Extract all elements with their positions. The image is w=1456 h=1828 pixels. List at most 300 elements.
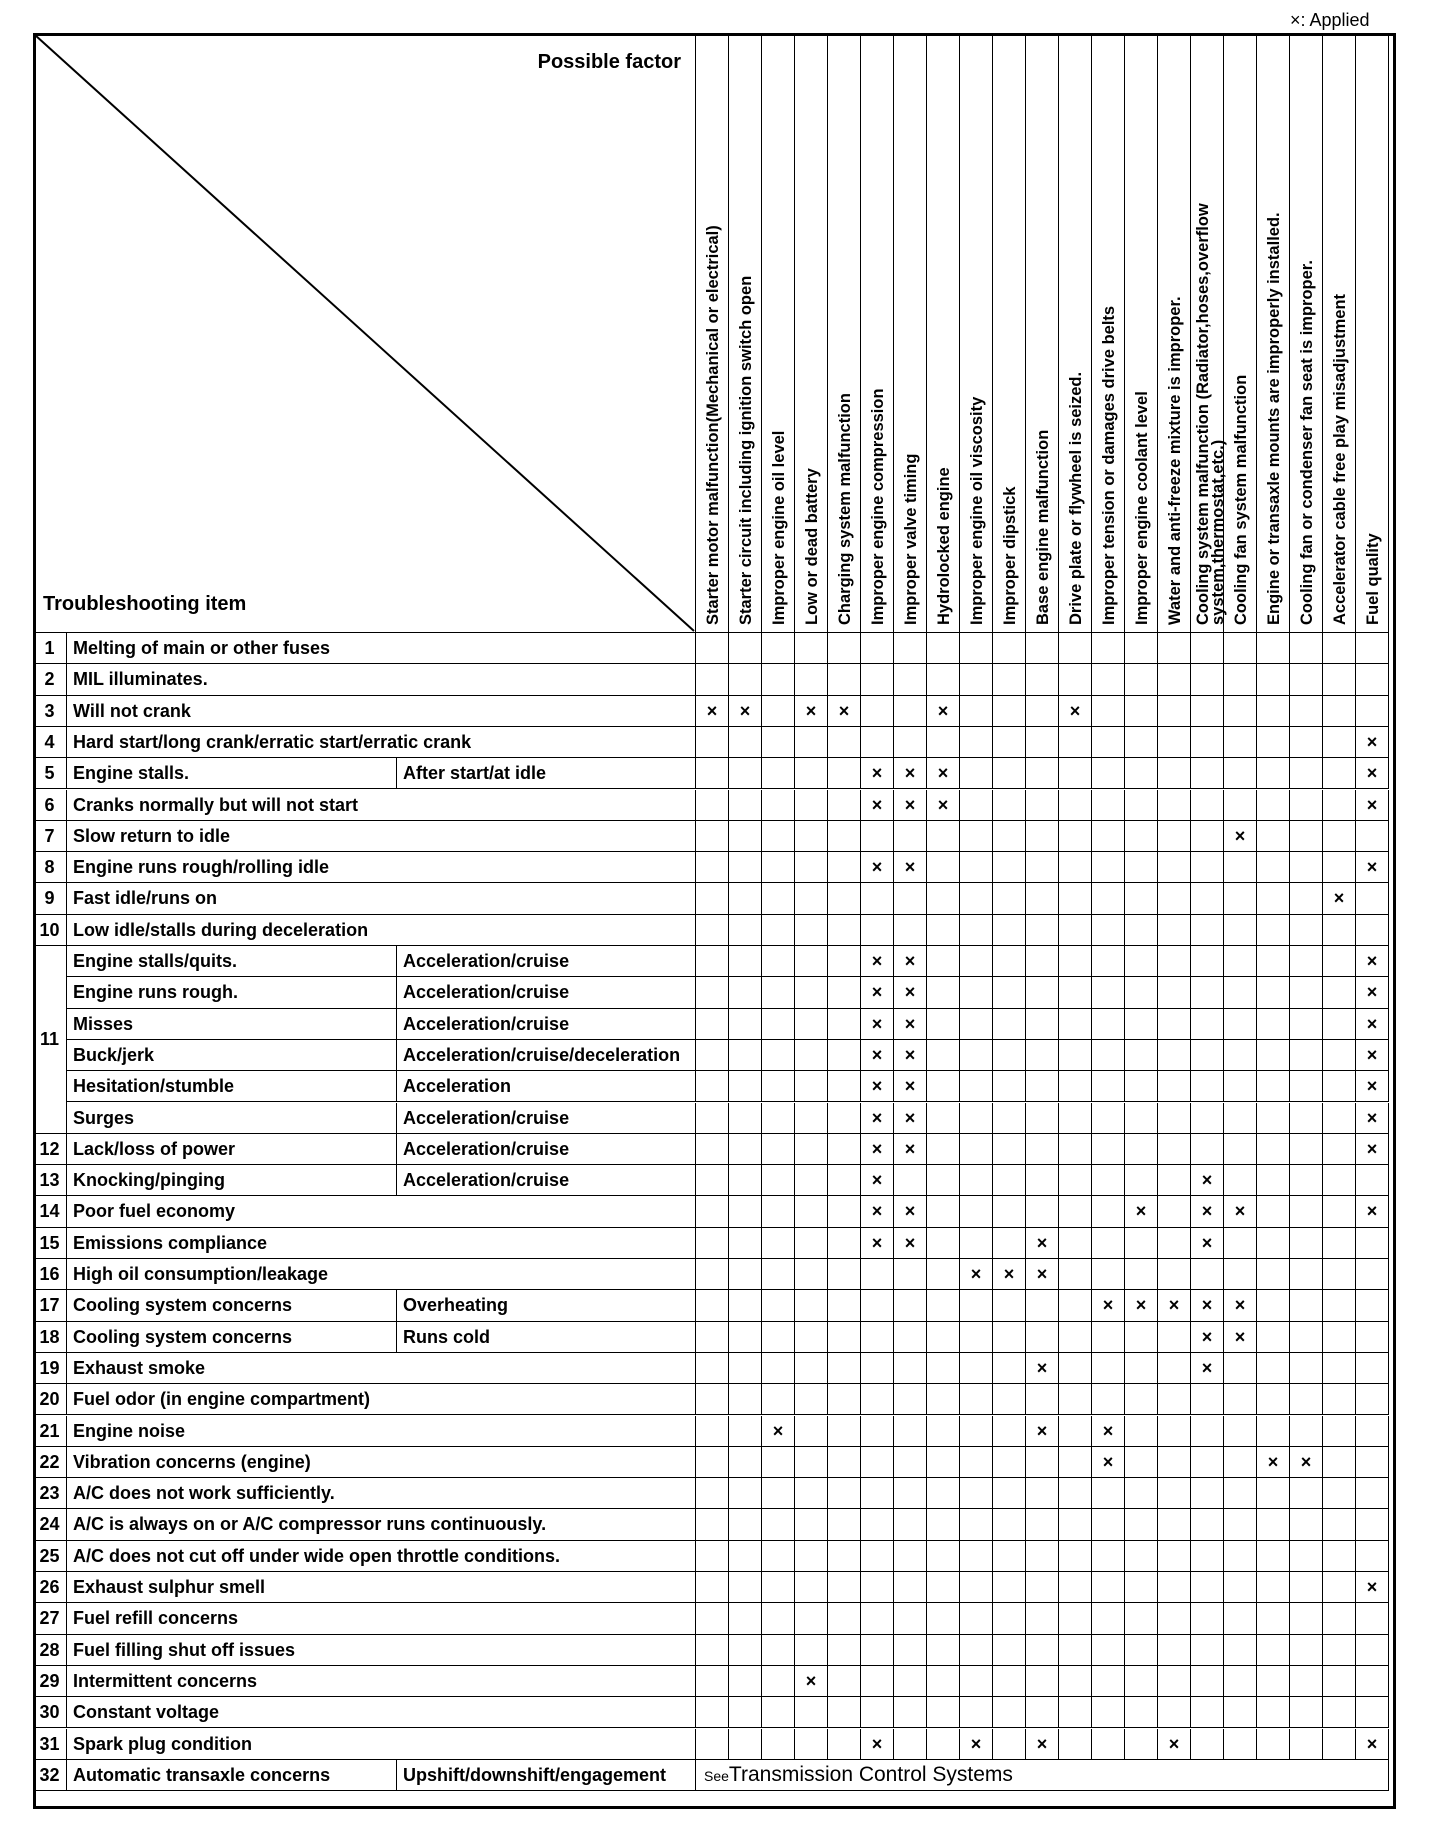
factor-cell [1158, 758, 1191, 789]
factor-cell [1191, 1259, 1224, 1290]
factor-header-1 [696, 33, 729, 633]
factor-cell [828, 1603, 861, 1634]
factor-cell [1257, 1572, 1290, 1603]
factor-cell [1158, 1196, 1191, 1227]
factor-cell [1125, 758, 1158, 789]
row-item: Engine noise [67, 1416, 696, 1447]
factor-cell [729, 1729, 762, 1760]
factor-cell [927, 1322, 960, 1353]
factor-cell [993, 1416, 1026, 1447]
factor-cell [1125, 977, 1158, 1008]
factor-cell [1059, 883, 1092, 914]
see-target: Transmission Control Systems [728, 1762, 1013, 1786]
factor-cell [1224, 852, 1257, 883]
factor-cell [729, 790, 762, 821]
factor-cell [1125, 1353, 1158, 1384]
factor-label: Cooling fan system malfunction [1232, 374, 1250, 625]
factor-cell [1257, 1259, 1290, 1290]
factor-cell [861, 1416, 894, 1447]
factor-cell [894, 1384, 927, 1415]
factor-cell [1092, 1103, 1125, 1134]
factor-cell [993, 1635, 1026, 1666]
factor-cell [960, 1228, 993, 1259]
row-number: 23 [33, 1478, 67, 1509]
factor-cell [1356, 915, 1389, 946]
factor-label: Cooling system malfunction (Radiator,hoses,overflow [1194, 203, 1212, 625]
factor-cell [795, 1478, 828, 1509]
factor-cell [1356, 821, 1389, 852]
factor-cell [1257, 821, 1290, 852]
factor-cell [960, 1322, 993, 1353]
factor-label: Improper engine coolant level [1133, 391, 1151, 625]
row-number: 15 [33, 1228, 67, 1259]
factor-cell [762, 1228, 795, 1259]
applied-mark: × [1356, 852, 1389, 883]
factor-cell [960, 1509, 993, 1540]
factor-cell [1191, 1635, 1224, 1666]
header-diagonal-cell [33, 33, 696, 633]
applied-mark: × [894, 790, 927, 821]
factor-cell [960, 1290, 993, 1321]
factor-cell [828, 664, 861, 695]
factor-cell [1059, 946, 1092, 977]
factor-cell [1257, 1009, 1290, 1040]
factor-cell [960, 977, 993, 1008]
factor-cell [960, 1697, 993, 1728]
factor-cell [1026, 1040, 1059, 1071]
factor-cell [696, 883, 729, 914]
factor-cell [1125, 1697, 1158, 1728]
factor-cell [828, 1259, 861, 1290]
factor-cell [894, 633, 927, 664]
factor-cell [1092, 1165, 1125, 1196]
factor-cell [1191, 1666, 1224, 1697]
factor-cell [960, 1572, 993, 1603]
factor-cell [696, 633, 729, 664]
row-number: 17 [33, 1290, 67, 1321]
factor-cell [795, 946, 828, 977]
factor-cell [1257, 1478, 1290, 1509]
factor-cell [1059, 1635, 1092, 1666]
factor-cell [1158, 1416, 1191, 1447]
factor-cell [1257, 1416, 1290, 1447]
factor-cell [1191, 883, 1224, 914]
factor-cell [1356, 1603, 1389, 1634]
factor-cell [927, 1572, 960, 1603]
factor-cell [1125, 946, 1158, 977]
row-condition: After start/at idle [397, 758, 696, 789]
factor-cell [1158, 1009, 1191, 1040]
factor-cell [861, 1353, 894, 1384]
factor-cell [1224, 1666, 1257, 1697]
factor-cell [762, 821, 795, 852]
applied-mark: × [861, 1009, 894, 1040]
factor-cell [729, 1259, 762, 1290]
factor-cell [762, 1384, 795, 1415]
factor-cell [1191, 852, 1224, 883]
applied-mark: × [861, 1040, 894, 1071]
factor-cell [828, 1228, 861, 1259]
row-item: Poor fuel economy [67, 1196, 696, 1227]
factor-cell [1224, 633, 1257, 664]
factor-cell [960, 1134, 993, 1165]
factor-cell [1290, 727, 1323, 758]
factor-cell [1290, 1259, 1323, 1290]
factor-cell [927, 1729, 960, 1760]
factor-cell [1158, 790, 1191, 821]
factor-cell [1092, 633, 1125, 664]
factor-cell [1092, 1635, 1125, 1666]
factor-cell [861, 1478, 894, 1509]
factor-cell [1092, 758, 1125, 789]
factor-cell [1026, 1103, 1059, 1134]
factor-cell [1125, 1134, 1158, 1165]
factor-header-20 [1323, 33, 1356, 633]
factor-cell [1092, 1040, 1125, 1071]
factor-cell [1059, 852, 1092, 883]
factor-cell [1257, 1353, 1290, 1384]
factor-cell [960, 883, 993, 914]
factor-cell [1026, 915, 1059, 946]
factor-header-3 [762, 33, 795, 633]
factor-cell [1290, 1134, 1323, 1165]
row-condition: Overheating [397, 1290, 696, 1321]
factor-cell [696, 1134, 729, 1165]
factor-label: Fuel quality [1364, 533, 1382, 625]
factor-cell [729, 1541, 762, 1572]
factor-cell [927, 1447, 960, 1478]
row-number: 4 [33, 727, 67, 758]
applied-mark: × [1026, 1353, 1059, 1384]
applied-mark: × [795, 696, 828, 727]
factor-cell [861, 1384, 894, 1415]
factor-cell [1290, 1666, 1323, 1697]
factor-cell [762, 758, 795, 789]
factor-cell [762, 946, 795, 977]
applied-mark: × [960, 1729, 993, 1760]
factor-cell [1059, 915, 1092, 946]
factor-cell [894, 1603, 927, 1634]
factor-cell [729, 1040, 762, 1071]
row-number: 10 [33, 915, 67, 946]
factor-cell [1059, 1509, 1092, 1540]
factor-cell [1290, 633, 1323, 664]
factor-cell [1191, 1447, 1224, 1478]
factor-cell [1125, 1009, 1158, 1040]
factor-cell [1356, 1259, 1389, 1290]
factor-cell [1290, 1509, 1323, 1540]
row-number: 19 [33, 1353, 67, 1384]
factor-cell [1356, 1478, 1389, 1509]
factor-cell [927, 664, 960, 695]
factor-cell [729, 1290, 762, 1321]
factor-cell [1323, 1134, 1356, 1165]
factor-cell [828, 1478, 861, 1509]
factor-cell [861, 1322, 894, 1353]
factor-cell [696, 1228, 729, 1259]
factor-cell [1125, 883, 1158, 914]
row-number: 25 [33, 1541, 67, 1572]
row-item: Fast idle/runs on [67, 883, 696, 914]
factor-cell [894, 727, 927, 758]
factor-cell [828, 977, 861, 1008]
applied-mark: × [1026, 1228, 1059, 1259]
factor-header-4 [795, 33, 828, 633]
factor-cell [1290, 915, 1323, 946]
factor-cell [828, 1353, 861, 1384]
factor-cell [1092, 1603, 1125, 1634]
factor-cell [1158, 633, 1191, 664]
factor-cell [1125, 1165, 1158, 1196]
factor-cell [1092, 727, 1125, 758]
factor-cell [1158, 852, 1191, 883]
factor-cell [927, 1040, 960, 1071]
applied-mark: × [894, 758, 927, 789]
factor-cell [1323, 1729, 1356, 1760]
factor-cell [828, 1103, 861, 1134]
factor-cell [1290, 1322, 1323, 1353]
factor-cell [1224, 1009, 1257, 1040]
factor-cell [762, 883, 795, 914]
factor-cell [993, 1447, 1026, 1478]
factor-cell [960, 1541, 993, 1572]
factor-cell [795, 883, 828, 914]
applied-mark: × [1224, 1290, 1257, 1321]
factor-cell [795, 1040, 828, 1071]
factor-cell [960, 790, 993, 821]
factor-cell [696, 915, 729, 946]
applied-mark: × [1356, 1040, 1389, 1071]
applied-mark: × [861, 1165, 894, 1196]
applied-mark: × [861, 946, 894, 977]
factor-cell [1125, 1541, 1158, 1572]
factor-cell [729, 915, 762, 946]
factor-cell [696, 1384, 729, 1415]
factor-cell [993, 1541, 1026, 1572]
factor-cell [1257, 1603, 1290, 1634]
factor-cell [1323, 1541, 1356, 1572]
factor-cell [927, 633, 960, 664]
factor-cell [1191, 696, 1224, 727]
factor-cell [1323, 1478, 1356, 1509]
row-number: 20 [33, 1384, 67, 1415]
factor-label: Improper tension or damages drive belts [1100, 305, 1118, 625]
factor-cell [1059, 1259, 1092, 1290]
factor-cell [762, 1729, 795, 1760]
factor-cell [927, 1478, 960, 1509]
factor-cell [1356, 1697, 1389, 1728]
applied-mark: × [1356, 1009, 1389, 1040]
factor-cell [1059, 1541, 1092, 1572]
factor-cell [1026, 1478, 1059, 1509]
factor-cell [1257, 1134, 1290, 1165]
factor-cell [1158, 1384, 1191, 1415]
factor-cell [795, 1509, 828, 1540]
factor-cell [1257, 758, 1290, 789]
factor-cell [1257, 1165, 1290, 1196]
factor-header-12 [1059, 33, 1092, 633]
factor-cell [1026, 852, 1059, 883]
factor-cell [1092, 915, 1125, 946]
applied-mark: × [1356, 977, 1389, 1008]
row-number: 12 [33, 1134, 67, 1165]
factor-cell [696, 1603, 729, 1634]
factor-cell [1158, 1040, 1191, 1071]
factor-cell [1323, 1509, 1356, 1540]
factor-cell [1125, 1447, 1158, 1478]
factor-cell [1323, 1353, 1356, 1384]
row-item: Fuel odor (in engine compartment) [67, 1384, 696, 1415]
factor-cell [861, 915, 894, 946]
factor-cell [795, 1165, 828, 1196]
applied-mark: × [762, 1416, 795, 1447]
row-condition: Acceleration/cruise [397, 946, 696, 977]
factor-cell [1059, 1603, 1092, 1634]
factor-cell [1026, 1697, 1059, 1728]
applied-mark: × [861, 852, 894, 883]
factor-cell [1290, 1228, 1323, 1259]
factor-cell [1323, 1103, 1356, 1134]
factor-cell [795, 1541, 828, 1572]
factor-cell [927, 1259, 960, 1290]
factor-cell [861, 1666, 894, 1697]
factor-cell [1191, 633, 1224, 664]
applied-mark: × [894, 1071, 927, 1102]
factor-cell [1059, 1322, 1092, 1353]
applied-mark: × [1092, 1416, 1125, 1447]
applied-mark: × [861, 1103, 894, 1134]
factor-cell [1224, 1447, 1257, 1478]
factor-header-16 [1191, 33, 1227, 633]
applied-mark: × [1356, 1572, 1389, 1603]
factor-cell [729, 946, 762, 977]
row-number: 9 [33, 883, 67, 914]
row-item: Exhaust smoke [67, 1353, 696, 1384]
row-number: 6 [33, 790, 67, 821]
factor-cell [1125, 1322, 1158, 1353]
factor-cell [762, 1635, 795, 1666]
factor-cell [1290, 821, 1323, 852]
factor-cell [762, 852, 795, 883]
row-number: 1 [33, 633, 67, 664]
factor-cell [1257, 1541, 1290, 1572]
factor-cell [1092, 696, 1125, 727]
factor-cell [960, 1103, 993, 1134]
factor-cell [1158, 1478, 1191, 1509]
factor-cell [1059, 977, 1092, 1008]
row-condition: Acceleration/cruise [397, 1009, 696, 1040]
applied-mark: × [927, 790, 960, 821]
factor-cell [828, 946, 861, 977]
factor-cell [993, 727, 1026, 758]
factor-cell [729, 758, 762, 789]
applied-mark: × [1158, 1729, 1191, 1760]
factor-cell [795, 821, 828, 852]
factor-cell [1257, 1290, 1290, 1321]
factor-cell [1191, 915, 1224, 946]
factor-cell [1059, 1165, 1092, 1196]
factor-cell [1356, 1290, 1389, 1321]
factor-header-13 [1092, 33, 1125, 633]
factor-cell [1158, 821, 1191, 852]
factor-cell [993, 1666, 1026, 1697]
factor-cell [993, 1103, 1026, 1134]
factor-cell [1290, 1040, 1323, 1071]
row-item: Fuel filling shut off issues [67, 1635, 696, 1666]
factor-cell [993, 1134, 1026, 1165]
factor-cell [1059, 1009, 1092, 1040]
factor-cell [993, 915, 1026, 946]
applied-mark: × [861, 758, 894, 789]
factor-cell [1125, 1729, 1158, 1760]
row-number: 13 [33, 1165, 67, 1196]
factor-cell [993, 696, 1026, 727]
factor-cell [795, 1729, 828, 1760]
row-condition: Acceleration/cruise [397, 1134, 696, 1165]
see-prefix: See [704, 1767, 729, 1784]
factor-cell [927, 1635, 960, 1666]
factor-cell [729, 1509, 762, 1540]
factor-cell [993, 1071, 1026, 1102]
factor-cell [1323, 1165, 1356, 1196]
factor-cell [927, 1196, 960, 1227]
factor-cell [1092, 1666, 1125, 1697]
factor-cell [894, 1635, 927, 1666]
factor-cell [1125, 633, 1158, 664]
applied-mark: × [1356, 758, 1389, 789]
factor-cell [1026, 821, 1059, 852]
applied-mark: × [795, 1666, 828, 1697]
factor-cell [894, 1165, 927, 1196]
factor-cell [1191, 1729, 1224, 1760]
row-item: A/C does not cut off under wide open throttle conditions. [67, 1541, 696, 1572]
factor-cell [1092, 1541, 1125, 1572]
factor-label: Base engine malfunction [1034, 429, 1052, 625]
factor-cell [696, 1635, 729, 1666]
applied-mark: × [894, 1196, 927, 1227]
factor-cell [1323, 1572, 1356, 1603]
factor-cell [960, 1196, 993, 1227]
factor-header-10 [993, 33, 1026, 633]
applied-mark: × [1059, 696, 1092, 727]
row-number: 2 [33, 664, 67, 695]
factor-cell [1059, 1447, 1092, 1478]
factor-cell [729, 1635, 762, 1666]
factor-cell [828, 1416, 861, 1447]
applied-mark: × [1125, 1196, 1158, 1227]
factor-cell [1290, 1196, 1323, 1227]
factor-cell [1323, 790, 1356, 821]
factor-cell [1323, 1697, 1356, 1728]
factor-cell [795, 1322, 828, 1353]
row-item: Surges [67, 1103, 397, 1134]
factor-cell [696, 1290, 729, 1321]
factor-cell [1257, 727, 1290, 758]
factor-cell [993, 1384, 1026, 1415]
applied-mark: × [1191, 1165, 1224, 1196]
factor-cell [1125, 1666, 1158, 1697]
factor-label: Hydrolocked engine [935, 467, 953, 625]
factor-cell [1059, 727, 1092, 758]
applied-mark: × [1356, 1196, 1389, 1227]
factor-cell [1026, 664, 1059, 695]
factor-cell [1026, 946, 1059, 977]
factor-cell [1257, 1697, 1290, 1728]
factor-cell [993, 1009, 1026, 1040]
factor-cell [960, 1447, 993, 1478]
factor-cell [696, 1009, 729, 1040]
factor-cell [993, 946, 1026, 977]
